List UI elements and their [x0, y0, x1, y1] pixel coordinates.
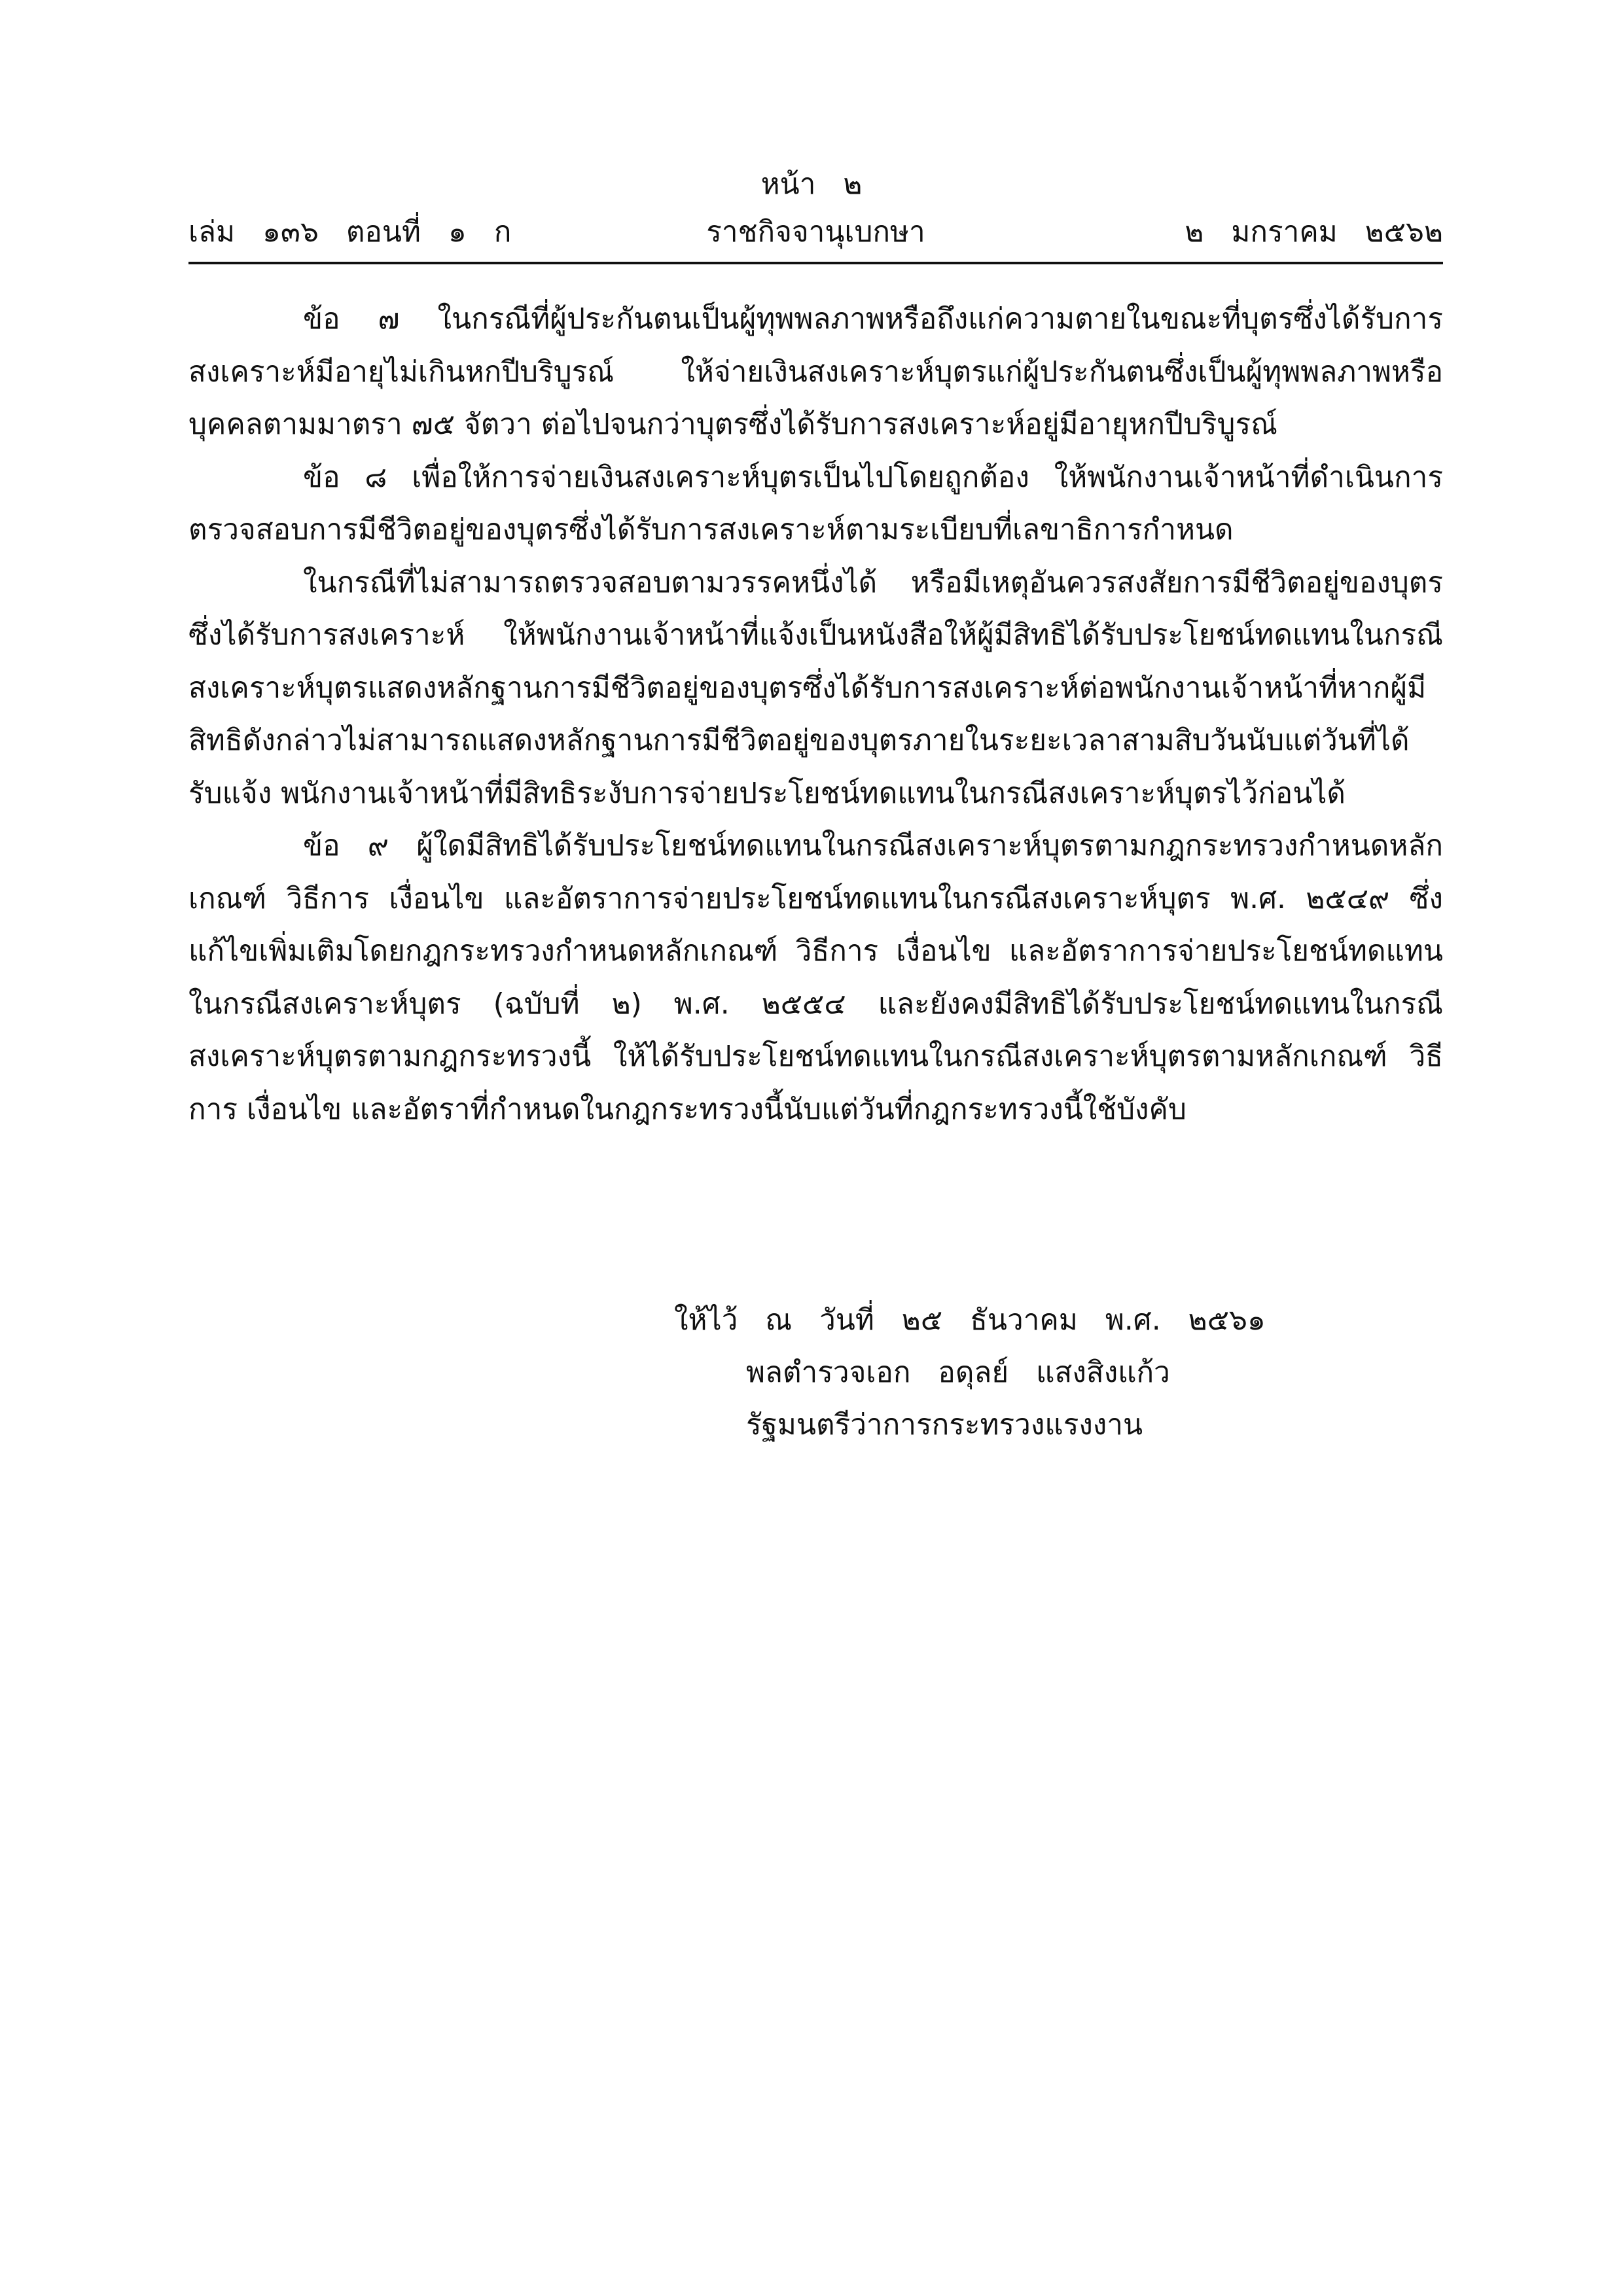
publication-name: ราชกิจจานุเบกษา	[706, 215, 925, 249]
signatory-title: รัฐมนตรีว่าการกระทรวงแรงงาน	[746, 1408, 1143, 1441]
signature-block	[674, 1294, 1266, 1451]
clause-8: ข้อ ๘ เพื่อให้การจ่ายเงินสงเคราะห์บุตรเป็นไปโดยถูกต้อง ให้พนักงานเจ้าหน้าที่ดำเนินการตรวจสอบการมีชีวิตอยู่ของบุตรซึ่งได้รับการสงเคราะห์ตามระเบียบที่เลขาธิการกำหนด	[188, 460, 1443, 546]
clause-7: ข้อ ๗ ในกรณีที่ผู้ประกันตนเป็นผู้ทุพพลภาพหรือถึงแก่ความตายในขณะที่บุตรซึ่งได้รับการสงเคราะห์มีอายุไม่เกินหกปีบริบูรณ์ ให้จ่ายเงินสงเคราะห์บุตรแก่ผู้ประกันตนซึ่งเป็นผู้ทุพพลภาพหรือบุคคลตามมาตรา ๗๕ จัตวา ต่อไปจนกว่าบุตรซึ่งได้รับการสงเคราะห์อยู่มีอายุหกปีบริบูรณ์	[188, 302, 1443, 441]
publication-date: ๒ มกราคม ๒๕๖๒	[1185, 215, 1443, 249]
page-number: หน้า ๒	[760, 168, 863, 201]
volume-issue: เล่ม ๑๓๖ ตอนที่ ๑ ก	[188, 215, 512, 249]
given-on-date: ให้ไว้ ณ วันที่ ๒๕ ธันวาคม พ.ศ. ๒๕๖๑	[674, 1303, 1266, 1337]
regulation-body	[188, 293, 1443, 1136]
clause-9: ข้อ ๙ ผู้ใดมีสิทธิได้รับประโยชน์ทดแทนในกรณีสงเคราะห์บุตรตามกฎกระทรวงกำหนดหลักเกณฑ์ วิธีการ เงื่อนไข และอัตราการจ่ายประโยชน์ทดแทนในกรณีสงเคราะห์บุตร พ.ศ. ๒๕๔๙ ซึ่งแก้ไขเพิ่มเติมโดยกฎกระทรวงกำหนดหลักเกณฑ์ วิธีการ เงื่อนไข และอัตราการจ่ายประโยชน์ทดแทนในกรณีสงเคราะห์บุตร (ฉบับที่ ๒) พ.ศ. ๒๕๕๔ และยังคงมีสิทธิได้รับประโยชน์ทดแทนในกรณีสงเคราะห์บุตรตามกฎกระทรวงนี้ ให้ได้รับประโยชน์ทดแทนในกรณีสงเคราะห์บุตรตามหลักเกณฑ์ วิธีการ เงื่อนไข และอัตราที่กำหนดในกฎกระทรวงนี้นับแต่วันที่กฎกระทรวงนี้ใช้บังคับ	[188, 829, 1443, 1126]
header-divider	[188, 262, 1443, 264]
signatory-name: พลตำรวจเอก อดุลย์ แสงสิงแก้ว	[746, 1356, 1170, 1389]
gazette-header	[188, 211, 1443, 253]
clause-8-paragraph-2: ในกรณีที่ไม่สามารถตรวจสอบตามวรรคหนึ่งได้ หรือมีเหตุอันควรสงสัยการมีชีวิตอยู่ของบุตรซึ่งได้รับการสงเคราะห์ ให้พนักงานเจ้าหน้าที่แจ้งเป็นหนังสือให้ผู้มีสิทธิได้รับประโยชน์ทดแทนในกรณีสงเคราะห์บุตรแสดงหลักฐานการมีชีวิตอยู่ของบุตรซึ่งได้รับการสงเคราะห์ต่อพนักงานเจ้าหน้าที่หากผู้มีสิทธิดังกล่าวไม่สามารถแสดงหลักฐานการมีชีวิตอยู่ของบุตรภายในระยะเวลาสามสิบวันนับแต่วันที่ได้รับแจ้ง พนักงานเจ้าหน้าที่มีสิทธิระงับการจ่ายประโยชน์ทดแทนในกรณีสงเคราะห์บุตรไว้ก่อนได้	[188, 565, 1443, 810]
